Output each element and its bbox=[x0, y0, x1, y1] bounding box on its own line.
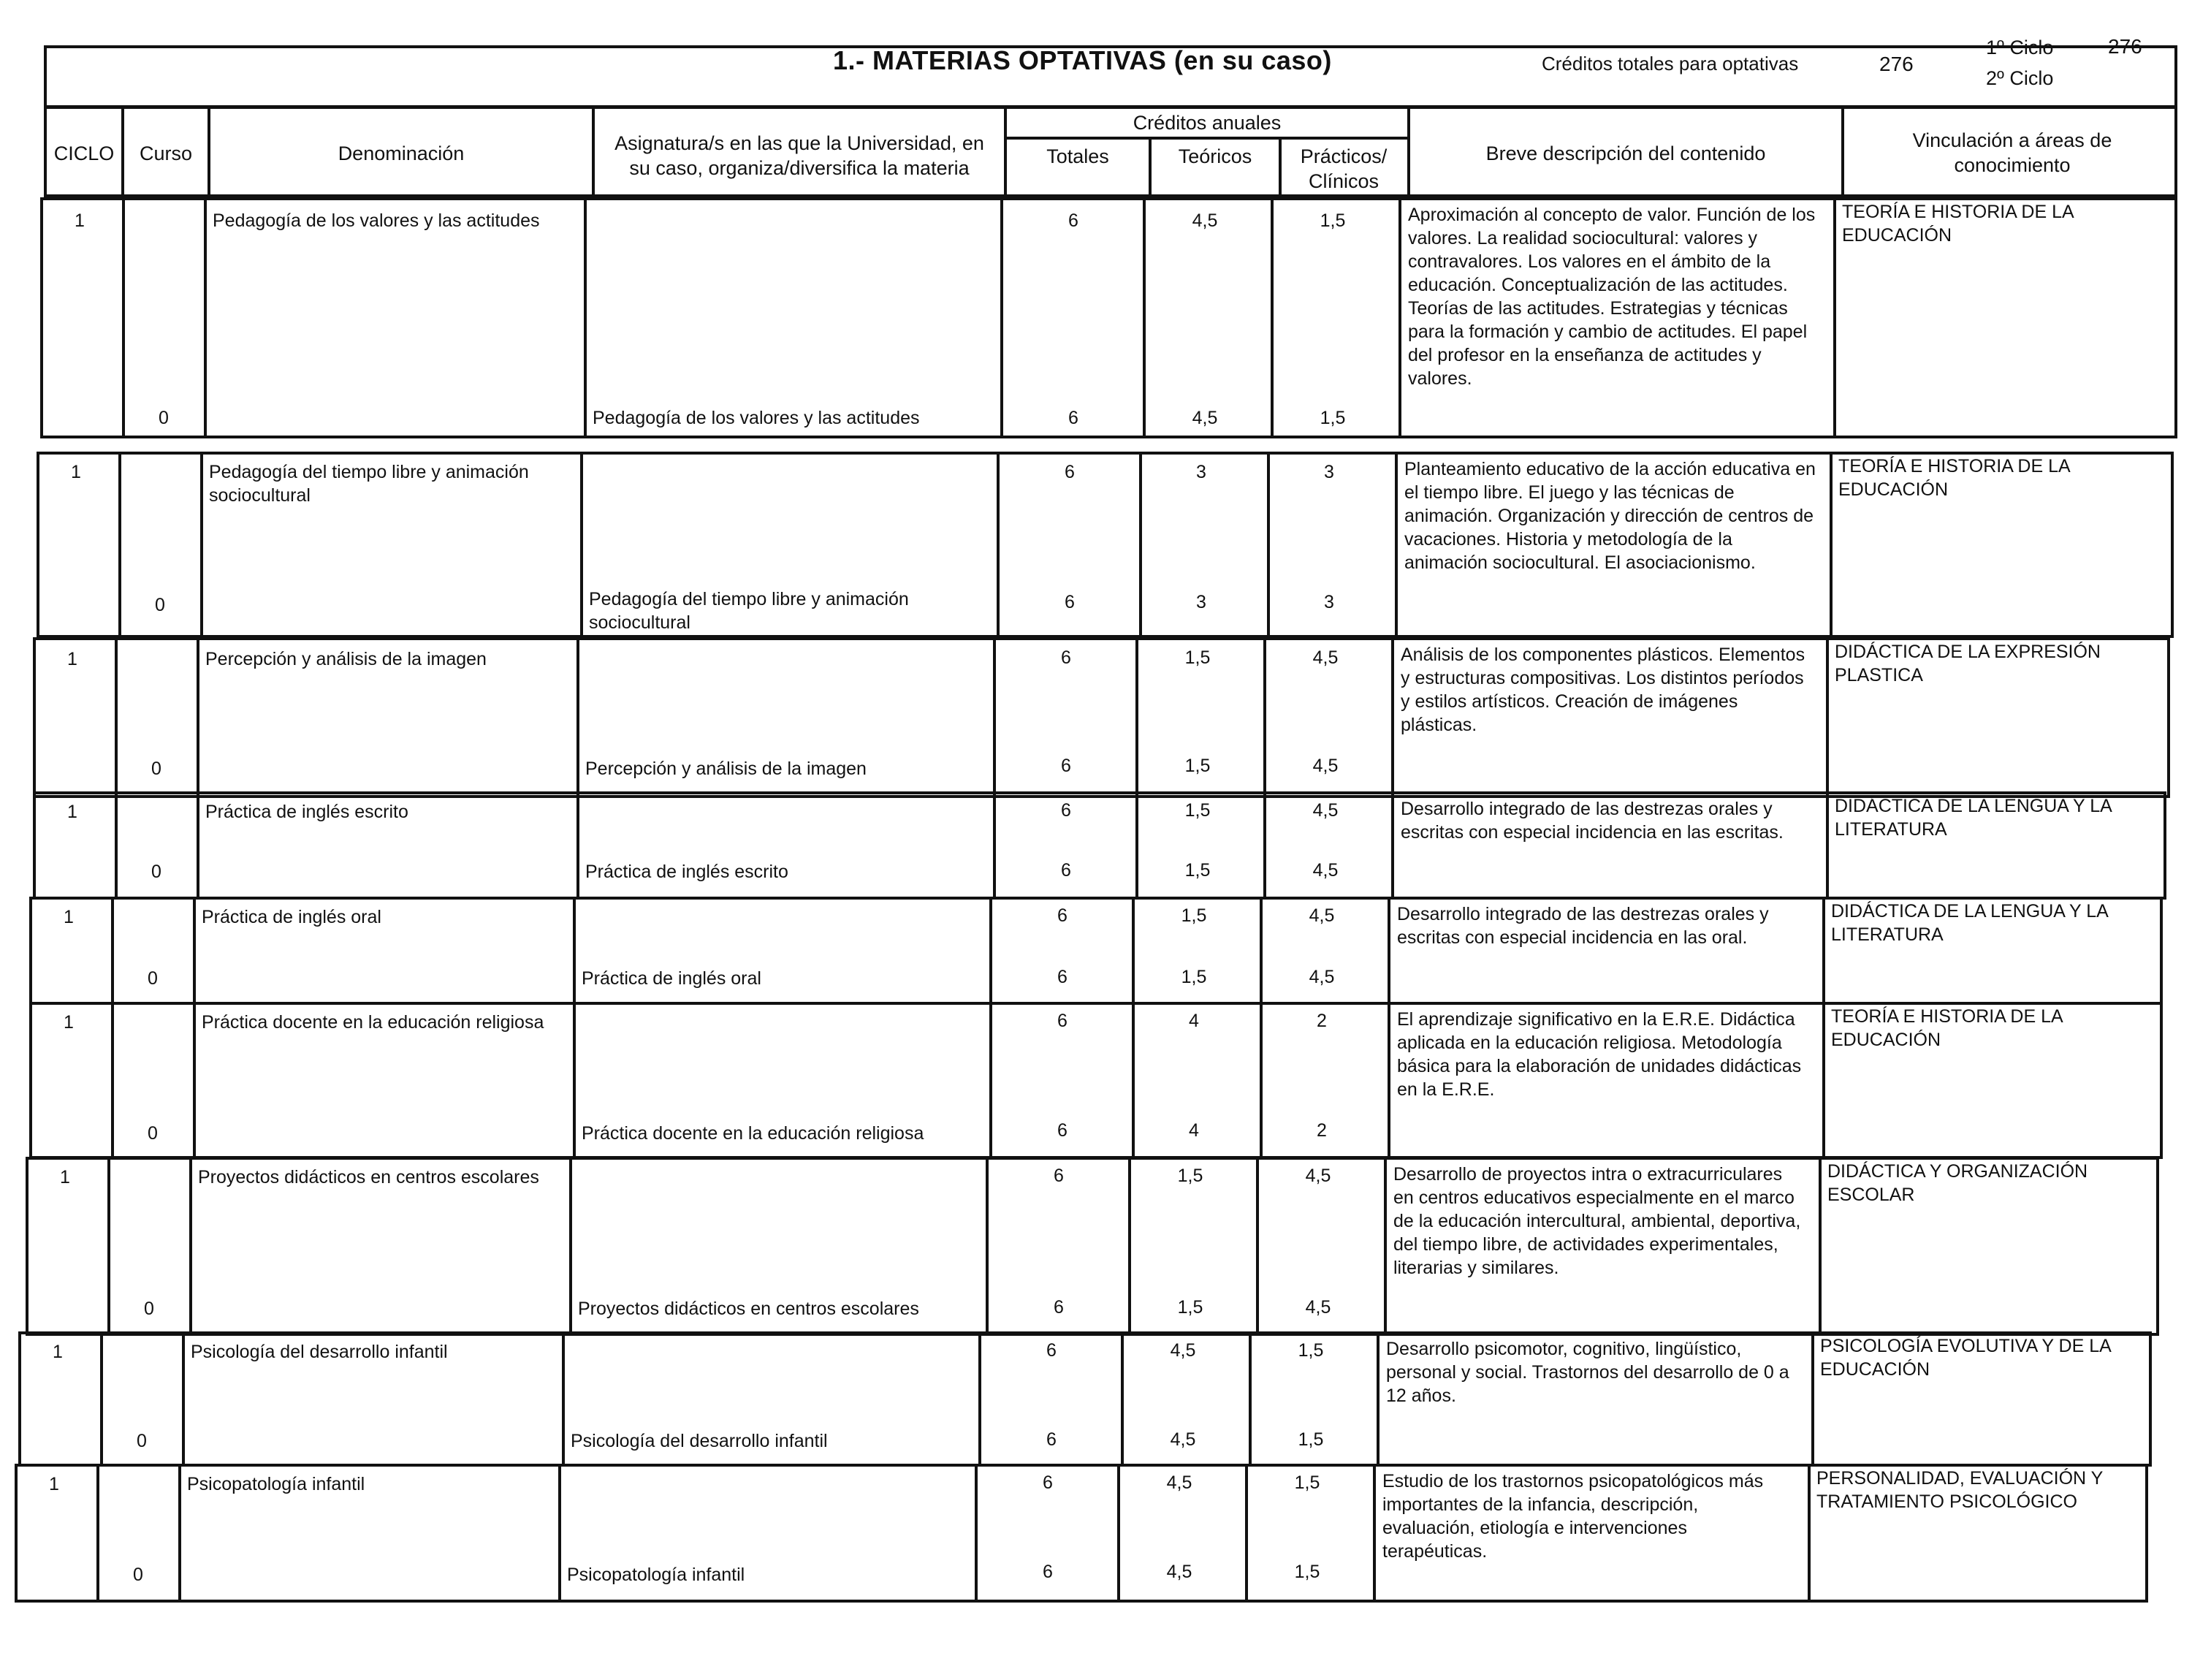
totales-value: 6 bbox=[1046, 1429, 1057, 1450]
practicos-value: 1,5 bbox=[1298, 1429, 1324, 1450]
asignatura-value: Percepción y análisis de la imagen bbox=[585, 759, 867, 779]
teoricos-value: 1,5 bbox=[1184, 860, 1211, 881]
totales-value: 6 bbox=[1054, 1297, 1064, 1318]
descripcion-value: Estudio de los trastornos psicopatológicos más importantes de la infancia, descripción, evaluación, etiología e intervenciones terapéuticas. bbox=[1382, 1471, 1764, 1562]
totales-value: 6 bbox=[1057, 967, 1068, 987]
table-row bbox=[15, 1464, 2148, 1603]
practicos-value: 4,5 bbox=[1309, 905, 1335, 926]
practicos-value: 3 bbox=[1324, 462, 1334, 482]
totales-value: 6 bbox=[1043, 1562, 1053, 1582]
totales-value: 6 bbox=[1043, 1472, 1053, 1493]
teoricos-value: 1,5 bbox=[1184, 800, 1211, 821]
creditos-totales-label: Créditos totales para optativas bbox=[1542, 53, 1799, 75]
curso-value: 0 bbox=[155, 595, 165, 615]
teoricos-value: 1,5 bbox=[1181, 905, 1207, 926]
area-value: DIDÁCTICA Y ORGANIZACIÓN ESCOLAR bbox=[1827, 1161, 2088, 1205]
area-value: DIDÁCTICA DE LA LENGUA Y LA LITERATURA bbox=[1835, 796, 2112, 840]
practicos-value: 2 bbox=[1317, 1120, 1327, 1141]
asignatura-value: Práctica de inglés oral bbox=[582, 968, 761, 989]
totales-value: 6 bbox=[1065, 462, 1075, 482]
area-value: TEORÍA E HISTORIA DE LA EDUCACIÓN bbox=[1831, 1006, 2063, 1050]
col-practicos: Prácticos/ Clínicos bbox=[1300, 145, 1388, 192]
asignatura-value: Proyectos didácticos en centros escolares bbox=[578, 1299, 919, 1319]
ciclo-value: 1 bbox=[71, 462, 81, 482]
ciclo2-label: 2º Ciclo bbox=[1986, 67, 2054, 89]
descripcion-value: Aproximación al concepto de valor. Función de los valores. La realidad sociocultural: valores y contravalores. Los valores en el ámbito de la educación. Conceptualización de las actitudes. Teorías de las actitudes. Estrategias y técnicas para la formación y cambio de actitudes. El papel del profesor en la enseñanza de actitudes y valores. bbox=[1408, 205, 1816, 389]
denominacion-value: Psicopatología infantil bbox=[187, 1474, 365, 1494]
descripcion-value: Desarrollo integrado de las destrezas orales y escritas con especial incidencia en las oral. bbox=[1397, 904, 1769, 948]
table-row bbox=[18, 1331, 2152, 1467]
practicos-value: 2 bbox=[1317, 1011, 1327, 1031]
table-row bbox=[40, 197, 2177, 438]
curso-value: 0 bbox=[148, 1123, 158, 1144]
descripcion-value: Desarrollo integrado de las destrezas orales y escritas con especial incidencia en las escritas. bbox=[1401, 799, 1784, 843]
ciclo-value: 1 bbox=[67, 802, 77, 822]
asignatura-value: Psicopatología infantil bbox=[567, 1565, 745, 1585]
practicos-value: 1,5 bbox=[1320, 408, 1346, 428]
totales-value: 6 bbox=[1054, 1166, 1064, 1186]
totales-value: 6 bbox=[1068, 210, 1078, 231]
col-curso: Curso bbox=[139, 142, 193, 164]
totales-value: 6 bbox=[1061, 647, 1071, 668]
totales-value: 6 bbox=[1061, 800, 1071, 821]
asignatura-value: Pedagogía de los valores y las actitudes bbox=[593, 408, 920, 428]
practicos-value: 4,5 bbox=[1305, 1297, 1331, 1318]
area-value: PSICOLOGÍA EVOLUTIVA Y DE LA EDUCACIÓN bbox=[1820, 1336, 2111, 1380]
col-ciclo: CICLO bbox=[53, 142, 115, 164]
teoricos-value: 1,5 bbox=[1181, 967, 1207, 987]
teoricos-value: 1,5 bbox=[1184, 756, 1211, 776]
table-row bbox=[29, 897, 2163, 1005]
curso-value: 0 bbox=[159, 408, 169, 428]
teoricos-value: 4,5 bbox=[1170, 1429, 1196, 1450]
ciclo-value: 1 bbox=[75, 210, 85, 231]
ciclo-value: 1 bbox=[60, 1167, 70, 1187]
descripcion-value: Desarrollo de proyectos intra o extracurriculares en centros educativos especialmente en el marco de la educación intercultural, ambiental, deportiva, del tiempo libre, de actividades experimentales, literarias y similares. bbox=[1393, 1164, 1801, 1278]
denominacion-value: Pedagogía del tiempo libre y animación sociocultural bbox=[209, 462, 529, 506]
ciclo-value: 1 bbox=[64, 907, 74, 927]
totales-value: 6 bbox=[1057, 1120, 1068, 1141]
col-teoricos: Teóricos bbox=[1178, 145, 1252, 167]
teoricos-value: 1,5 bbox=[1184, 647, 1211, 668]
practicos-value: 1,5 bbox=[1320, 210, 1346, 231]
teoricos-value: 4,5 bbox=[1192, 408, 1218, 428]
curso-value: 0 bbox=[151, 759, 161, 779]
col-vinculacion: Vinculación a áreas de conocimiento bbox=[1912, 129, 2112, 176]
ciclo-value: 1 bbox=[49, 1474, 59, 1494]
teoricos-value: 4 bbox=[1189, 1011, 1199, 1031]
area-value: TEORÍA E HISTORIA DE LA EDUCACIÓN bbox=[1838, 456, 2070, 500]
table-row bbox=[29, 1002, 2163, 1159]
area-value: DIDÁCTICA DE LA LENGUA Y LA LITERATURA bbox=[1831, 901, 2108, 945]
teoricos-value: 3 bbox=[1196, 462, 1206, 482]
totales-value: 6 bbox=[1061, 860, 1071, 881]
descripcion-value: Planteamiento educativo de la acción educativa en el tiempo libre. El juego y las técnicas de animación. Organización y dirección de centros de vacaciones. Historia y metodología de la animación sociocultural. El asociacionismo. bbox=[1404, 459, 1816, 573]
table-row bbox=[33, 637, 2170, 798]
denominacion-value: Proyectos didácticos en centros escolares bbox=[198, 1167, 539, 1187]
practicos-value: 4,5 bbox=[1312, 860, 1339, 881]
col-totales: Totales bbox=[1046, 145, 1109, 167]
ciclo1-value: 276 bbox=[2108, 35, 2142, 58]
denominacion-value: Pedagogía de los valores y las actitudes bbox=[213, 210, 540, 231]
curso-value: 0 bbox=[144, 1299, 154, 1319]
curso-value: 0 bbox=[137, 1431, 147, 1451]
denominacion-value: Práctica de inglés escrito bbox=[205, 802, 408, 822]
denominacion-value: Percepción y análisis de la imagen bbox=[205, 649, 487, 669]
descripcion-value: Análisis de los componentes plásticos. Elementos y estructuras compositivas. Los distintos períodos y estilos artísticos. Creación de imágenes plásticas. bbox=[1401, 645, 1805, 735]
page-title: 1.- MATERIAS OPTATIVAS (en su caso) bbox=[833, 45, 1332, 75]
column-header-row bbox=[44, 106, 2177, 197]
practicos-value: 3 bbox=[1324, 592, 1334, 612]
descripcion-value: Desarrollo psicomotor, cognitivo, lingüístico, personal y social. Trastornos del desarrollo de 0 a 12 años. bbox=[1386, 1339, 1789, 1406]
col-creditos-anuales: Créditos anuales bbox=[1133, 112, 1282, 134]
descripcion-value: El aprendizaje significativo en la E.R.E. Didáctica aplicada en la educación religiosa. Metodología básica para la elaboración de unidades didácticas en la E.R.E. bbox=[1397, 1009, 1802, 1100]
teoricos-value: 4,5 bbox=[1192, 210, 1218, 231]
totales-value: 6 bbox=[1068, 408, 1078, 428]
denominacion-value: Psicología del desarrollo infantil bbox=[191, 1342, 448, 1362]
ciclo-value: 1 bbox=[67, 649, 77, 669]
curso-value: 0 bbox=[133, 1565, 143, 1585]
curso-value: 0 bbox=[148, 968, 158, 989]
col-denominacion: Denominación bbox=[338, 142, 465, 164]
asignatura-value: Práctica docente en la educación religiosa bbox=[582, 1123, 924, 1144]
asignatura-value: Práctica de inglés escrito bbox=[585, 862, 788, 882]
table-row bbox=[26, 1157, 2159, 1336]
teoricos-value: 4 bbox=[1189, 1120, 1199, 1141]
table-row bbox=[33, 791, 2166, 900]
denominacion-value: Práctica de inglés oral bbox=[202, 907, 381, 927]
ciclo-value: 1 bbox=[53, 1342, 63, 1362]
practicos-value: 1,5 bbox=[1294, 1472, 1320, 1493]
totales-value: 6 bbox=[1061, 756, 1071, 776]
curso-value: 0 bbox=[151, 862, 161, 882]
area-value: PERSONALIDAD, EVALUACIÓN Y TRATAMIENTO PSICOLÓGICO bbox=[1816, 1468, 2103, 1512]
practicos-value: 4,5 bbox=[1312, 647, 1339, 668]
col-asignatura: Asignatura/s en las que la Universidad, en su caso, organiza/diversifica la materia bbox=[614, 132, 984, 179]
teoricos-value: 3 bbox=[1196, 592, 1206, 612]
practicos-value: 4,5 bbox=[1312, 756, 1339, 776]
ciclo-value: 1 bbox=[64, 1012, 74, 1033]
practicos-value: 4,5 bbox=[1312, 800, 1339, 821]
totales-value: 6 bbox=[1057, 1011, 1068, 1031]
practicos-value: 4,5 bbox=[1309, 967, 1335, 987]
teoricos-value: 4,5 bbox=[1166, 1562, 1192, 1582]
denominacion-value: Práctica docente en la educación religiosa bbox=[202, 1012, 544, 1033]
area-value: TEORÍA E HISTORIA DE LA EDUCACIÓN bbox=[1842, 202, 2074, 246]
practicos-value: 4,5 bbox=[1305, 1166, 1331, 1186]
practicos-value: 1,5 bbox=[1294, 1562, 1320, 1582]
practicos-value: 1,5 bbox=[1298, 1340, 1324, 1361]
teoricos-value: 1,5 bbox=[1177, 1297, 1203, 1318]
totales-value: 6 bbox=[1065, 592, 1075, 612]
col-descripcion: Breve descripción del contenido bbox=[1485, 142, 1766, 164]
teoricos-value: 4,5 bbox=[1170, 1340, 1196, 1361]
asignatura-value: Pedagogía del tiempo libre y animación sociocultural bbox=[589, 589, 909, 633]
teoricos-value: 4,5 bbox=[1166, 1472, 1192, 1493]
teoricos-value: 1,5 bbox=[1177, 1166, 1203, 1186]
asignatura-value: Psicología del desarrollo infantil bbox=[571, 1431, 828, 1451]
totales-value: 6 bbox=[1057, 905, 1068, 926]
area-value: DIDÁCTICA DE LA EXPRESIÓN PLASTICA bbox=[1835, 642, 2101, 685]
totales-value: 6 bbox=[1046, 1340, 1057, 1361]
ciclo1-label: 1º Ciclo bbox=[1986, 37, 2054, 58]
creditos-totales-value: 276 bbox=[1879, 53, 1914, 75]
table-row bbox=[37, 452, 2174, 638]
